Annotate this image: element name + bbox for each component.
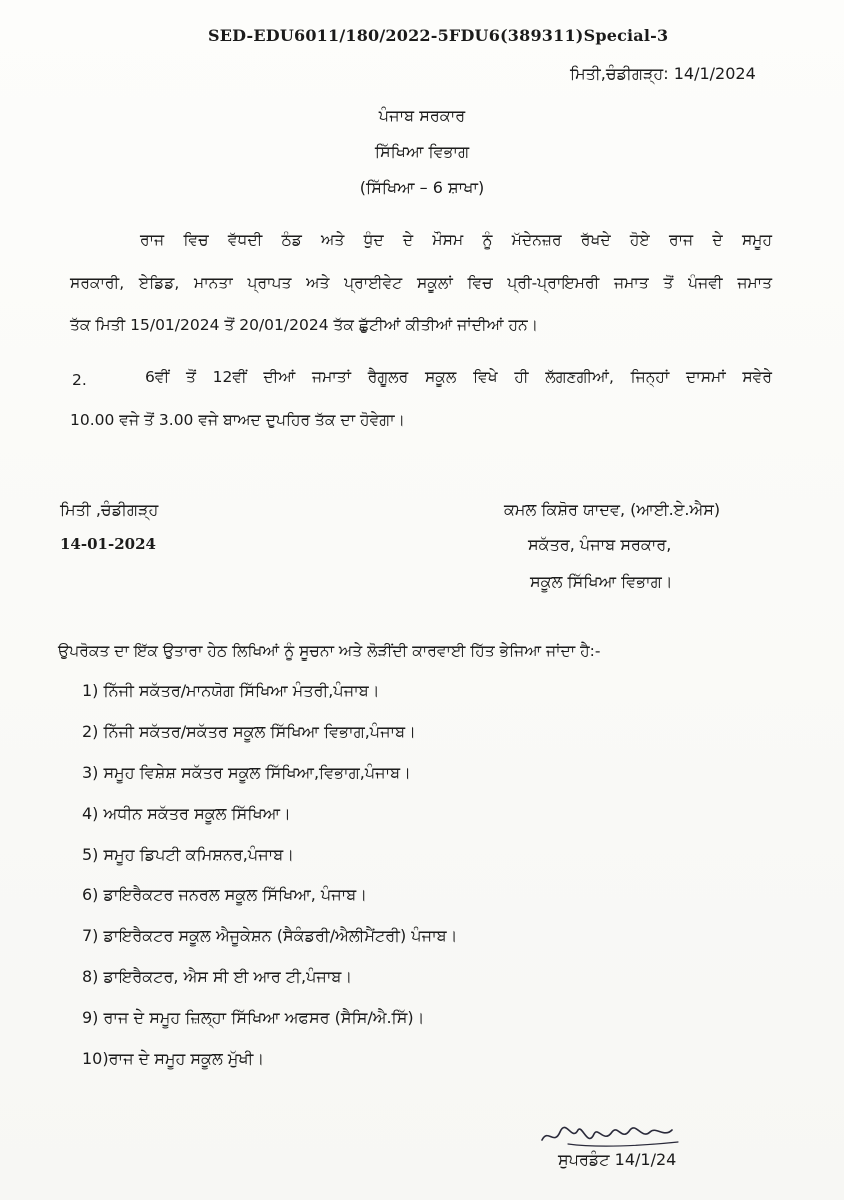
signatory-department: ਸਕੂਲ ਸਿੱਖਿਆ ਵਿਭਾਗ। <box>530 572 673 591</box>
paragraph2-line1: 6ਵੀਂ ਤੋਂ 12ਵੀਂ ਦੀਆਂ ਜਮਾਤਾਂ ਰੈਗੂਲਰ ਸਕੂਲ ਵਿਖੇ ਹੀ ਲੱਗਣਗੀਆਂ, ਜਿਨ੍ਹਾਂ ਦਾਸਮਾਂ ਸਵੇਰੇ <box>145 368 772 386</box>
paragraph1-line3: ਤੱਕ ਮਿਤੀ 15/01/2024 ਤੋਂ 20/01/2024 ਤੱਕ ਛੁੱਟੀਆਂ ਕੀਤੀਆਂ ਜਾਂਦੀਆਂ ਹਨ। <box>70 316 539 334</box>
sign-place: ਮਿਤੀ ,ਚੰਡੀਗੜ੍ਹ <box>60 500 159 519</box>
signatory-name: ਕਮਲ ਕਿਸ਼ੋਰ ਯਾਦਵ, (ਆਈ.ਏ.ਐਸ) <box>504 500 721 519</box>
paragraph2-line2: 10.00 ਵਜੇ ਤੋਂ 3.00 ਵਜੇ ਬਾਅਦ ਦੁਪਹਿਰ ਤੱਕ ਦਾ ਹੋਵੇਗਾ। <box>70 411 405 429</box>
paragraph2-number: 2. <box>72 371 87 389</box>
header-department: ਸਿੱਖਿਆ ਵਿਭਾਗ <box>374 142 470 161</box>
paragraph1-line2: ਸਰਕਾਰੀ, ਏਡਿਡ, ਮਾਨਤਾ ਪ੍ਰਾਪਤ ਅਤੇ ਪ੍ਰਾਈਵੇਟ ਸਕੂਲਾਂ ਵਿਚ ਪ੍ਰੀ-ਪ੍ਰਾਇਮਰੀ ਜਮਾਤ ਤੋਂ ਪੰਜਵੀ ਜਮਾਤ <box>70 274 772 292</box>
header-government: ਪੰਜਾਬ ਸਰਕਾਰ <box>378 106 466 125</box>
header-branch: (ਸਿੱਖਿਆ – 6 ਸ਼ਾਖਾ) <box>359 178 485 197</box>
paragraph1-line1: ਰਾਜ ਵਿਚ ਵੱਧਦੀ ਠੰਡ ਅਤੇ ਧੁੰਦ ਦੇ ਮੌਸਮ ਨੂੰ ਮੱਦੇਨਜ਼ਰ ਰੱਖਦੇ ਹੋਏ ਰਾਜ ਦੇ ਸਮੂਹ <box>140 231 772 249</box>
recipient-item: 10)ਰਾਜ ਦੇ ਸਮੂਹ ਸਕੂਲ ਮੁੱਖੀ। <box>82 1049 265 1068</box>
issue-date: ਮਿਤੀ,ਚੰਡੀਗੜ੍ਹ: 14/1/2024 <box>570 64 756 83</box>
reference-number: SED-EDU6011/180/2022-5FDU6(389311)Special-3 <box>208 26 669 45</box>
recipient-item: 3) ਸਮੂਹ ਵਿਸ਼ੇਸ਼ ਸਕੱਤਰ ਸਕੂਲ ਸਿੱਖਿਆ,ਵਿਭਾਗ,ਪੰਜਾਬ। <box>82 763 411 782</box>
recipient-item: 2) ਨਿੱਜੀ ਸਕੱਤਰ/ਸਕੱਤਰ ਸਕੂਲ ਸਿੱਖਿਆ ਵਿਭਾਗ,ਪੰਜਾਬ। <box>82 722 416 741</box>
superintendent-sign: ਸੁਪਰਡੰਟ 14/1/24 <box>558 1150 677 1169</box>
recipient-item: 7) ਡਾਇਰੈਕਟਰ ਸਕੂਲ ਐਜੂਕੇਸ਼ਨ (ਸੈਕੰਡਰੀ/ਐਲੀਮੈਂਟਰੀ) ਪੰਜਾਬ। <box>82 926 458 945</box>
recipient-item: 9) ਰਾਜ ਦੇ ਸਮੂਹ ਜ਼ਿਲ੍ਹਾ ਸਿੱਖਿਆ ਅਫਸਰ (ਸੈਸਿ/ਐ.ਸਿੱ)। <box>82 1008 425 1027</box>
signatory-designation: ਸਕੱਤਰ, ਪੰਜਾਬ ਸਰਕਾਰ, <box>528 535 672 554</box>
recipient-item: 8) ਡਾਇਰੈਕਟਰ, ਐਸ ਸੀ ਈ ਆਰ ਟੀ,ਪੰਜਾਬ। <box>82 967 353 986</box>
recipient-item: 1) ਨਿੱਜੀ ਸਕੱਤਰ/ਮਾਨਯੋਗ ਸਿੱਖਿਆ ਮੰਤਰੀ,ਪੰਜਾਬ। <box>82 681 380 700</box>
recipient-item: 6) ਡਾਇਰੈਕਟਰ ਜਨਰਲ ਸਕੂਲ ਸਿੱਖਿਆ, ਪੰਜਾਬ। <box>82 885 368 904</box>
recipient-item: 4) ਅਧੀਨ ਸਕੱਤਰ ਸਕੂਲ ਸਿੱਖਿਆ। <box>82 804 291 823</box>
copy-intro: ਉਪਰੋਕਤ ਦਾ ਇੱਕ ਉਤਾਰਾ ਹੇਠ ਲਿਖਿਆਂ ਨੂੰ ਸੂਚਨਾ ਅਤੇ ਲੋੜੀਂਦੀ ਕਾਰਵਾਈ ਹਿੱਤ ਭੇਜਿਆ ਜਾਂਦਾ ਹੈ:- <box>58 642 601 660</box>
sign-date: 14-01-2024 <box>60 535 156 553</box>
recipient-item: 5) ਸਮੂਹ ਡਿਪਟੀ ਕਮਿਸ਼ਨਰ,ਪੰਜਾਬ। <box>82 845 294 864</box>
